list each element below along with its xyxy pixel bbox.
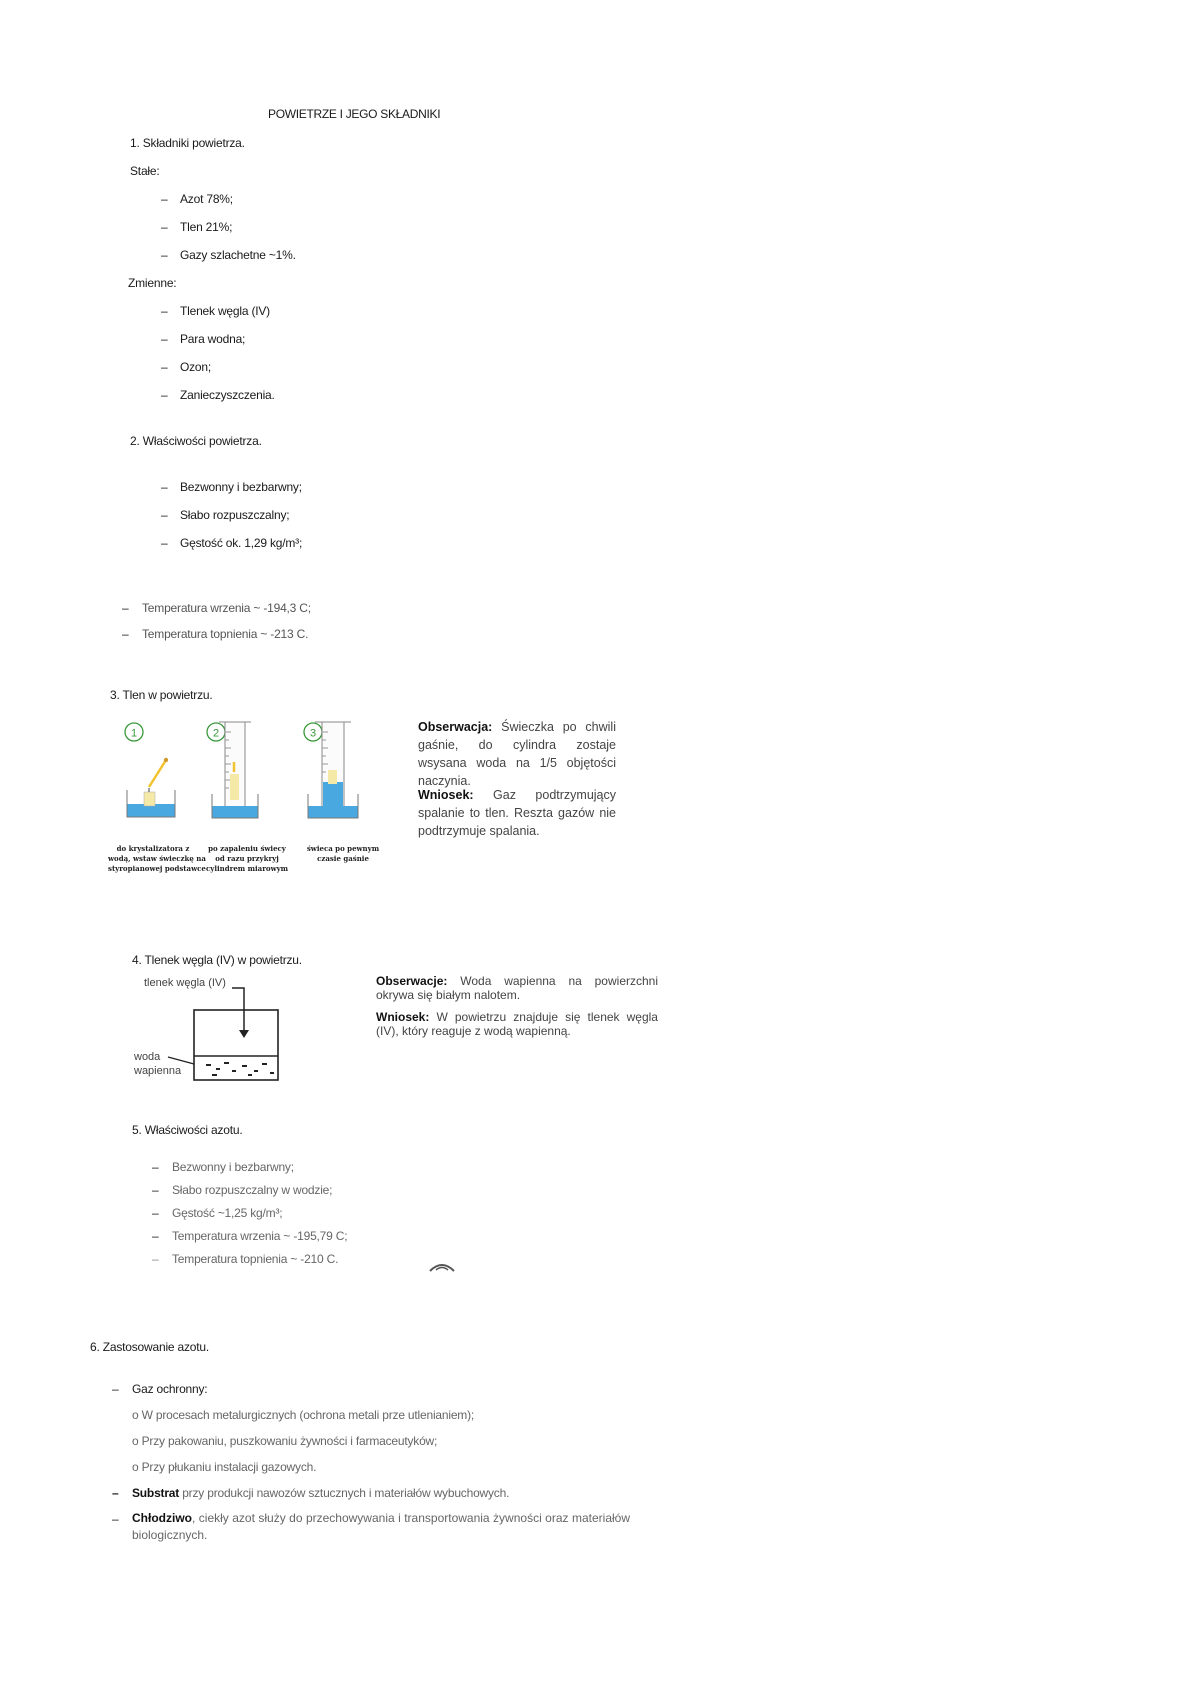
step-number-3 (304, 723, 322, 741)
dash-bullet: – (161, 304, 168, 318)
dash-bullet: – (161, 536, 168, 550)
svg-text:3: 3 (309, 727, 317, 740)
step-number-2 (207, 723, 225, 741)
dash-bullet: – (152, 1160, 159, 1174)
observation-text: Obserwacje: Woda wapienna na powierzchni okrywa się białym nalotem. (376, 974, 658, 1002)
dash-bullet: – (152, 1229, 159, 1243)
dash-bullet: – (112, 1512, 119, 1526)
sub-list-item: o W procesach metalurgicznych (ochrona metali prze utlenianiem); (132, 1408, 475, 1422)
section-heading: 2. Właściwości powietrza. (130, 434, 262, 448)
limewater-vessel (160, 986, 285, 1082)
dash-bullet: – (161, 360, 168, 374)
dash-bullet: – (122, 627, 129, 641)
dash-bullet: – (152, 1183, 159, 1197)
step-caption-2: po zapaleniu świecy od razu przykryj cylindrem miarowym (206, 844, 289, 873)
section-heading: 1. Składniki powietrza. (130, 136, 245, 150)
list-item: Temperatura topnienia ~ -210 C. (172, 1252, 339, 1266)
step-caption-3: świeca po pewnym czasie gaśnie (306, 844, 380, 863)
svg-text:2: 2 (212, 727, 220, 740)
step-number-1 (125, 723, 143, 741)
list-item: Chłodziwo, ciekły azot służy do przechowywania i transportowania żywności oraz materiałów biologicznych. (132, 1511, 630, 1542)
dash-bullet: – (161, 248, 168, 262)
dash-bullet: – (161, 508, 168, 522)
list-item: Gęstość ok. 1,29 kg/m³; (180, 536, 303, 550)
list-item: Azot 78%; (180, 192, 233, 206)
step-caption-1: do krystalizatora z wodą, wstaw świeczkę na styropianowej podstawce (108, 844, 206, 873)
section-heading: 3. Tlen w powietrzu. (110, 688, 213, 702)
water-label: woda wapienna (134, 1051, 182, 1077)
list-item: Tlenek węgla (IV) (180, 304, 270, 318)
section-heading: 4. Tlenek węgla (IV) w powietrzu. (132, 953, 302, 967)
list-item: Temperatura wrzenia ~ -194,3 C; (142, 601, 311, 615)
page-mark-icon (428, 1262, 456, 1272)
conclusion-text: Wniosek: Gaz podtrzymujący spalanie to tlen. Reszta gazów nie podtrzymuje spalania. (418, 788, 616, 838)
list-item: Gazy szlachetne ~1%. (180, 248, 296, 262)
list-item: Temperatura wrzenia ~ -195,79 C; (172, 1229, 348, 1243)
list-item: Ozon; (180, 360, 212, 374)
dash-bullet: – (122, 601, 129, 615)
observation-text: Obserwacja: Świeczka po chwili gaśnie, do cylindra zostaje wsysana woda na 1/5 objętości naczynia. (418, 720, 616, 788)
page-title: POWIETRZE I JEGO SKŁADNIKI (268, 107, 441, 121)
list-item: Słabo rozpuszczalny; (180, 508, 290, 522)
dash-bullet: – (161, 332, 168, 346)
conclusion-text: Wniosek: W powietrzu znajduje się tlenek węgla (IV), który reaguje z wodą wapienną. (376, 1010, 658, 1038)
dash-bullet: – (112, 1382, 119, 1396)
svg-text:1: 1 (130, 727, 138, 740)
list-item: Temperatura topnienia ~ -213 C. (142, 627, 309, 641)
gas-label: tlenek węgla (IV) (144, 977, 226, 989)
basin-with-candle (127, 758, 175, 817)
list-item: Gęstość ~1,25 kg/m³; (172, 1206, 283, 1220)
dash-bullet: – (161, 480, 168, 494)
list-item: Gaz ochronny: (132, 1382, 208, 1396)
oxygen-experiment-illustration (108, 712, 398, 840)
section-heading: 6. Zastosowanie azotu. (90, 1340, 210, 1354)
list-item: Tlen 21%; (180, 220, 233, 234)
sub-list-item: o Przy pakowaniu, puszkowaniu żywności i farmaceutyków; (132, 1434, 438, 1448)
dash-bullet: – (161, 220, 168, 234)
list-item: Bezwonny i bezbarwny; (180, 480, 302, 494)
sub-list-item: o Przy płukaniu instalacji gazowych. (132, 1460, 317, 1474)
dash-bullet: – (112, 1486, 119, 1500)
section-heading: 5. Właściwości azotu. (132, 1123, 243, 1137)
list-item: Słabo rozpuszczalny w wodzie; (172, 1183, 333, 1197)
list-item: Bezwonny i bezbarwny; (172, 1160, 294, 1174)
dash-bullet: – (152, 1252, 159, 1266)
list-item: Substrat przy produkcji nawozów sztucznych i materiałów wybuchowych. (132, 1486, 510, 1500)
stale-label: Stałe: (130, 164, 160, 178)
dash-bullet: – (161, 192, 168, 206)
dash-bullet: – (161, 388, 168, 402)
list-item: Para wodna; (180, 332, 246, 346)
list-item: Zanieczyszczenia. (180, 388, 275, 402)
dash-bullet: – (152, 1206, 159, 1220)
zmienne-label: Zmienne: (128, 276, 177, 290)
